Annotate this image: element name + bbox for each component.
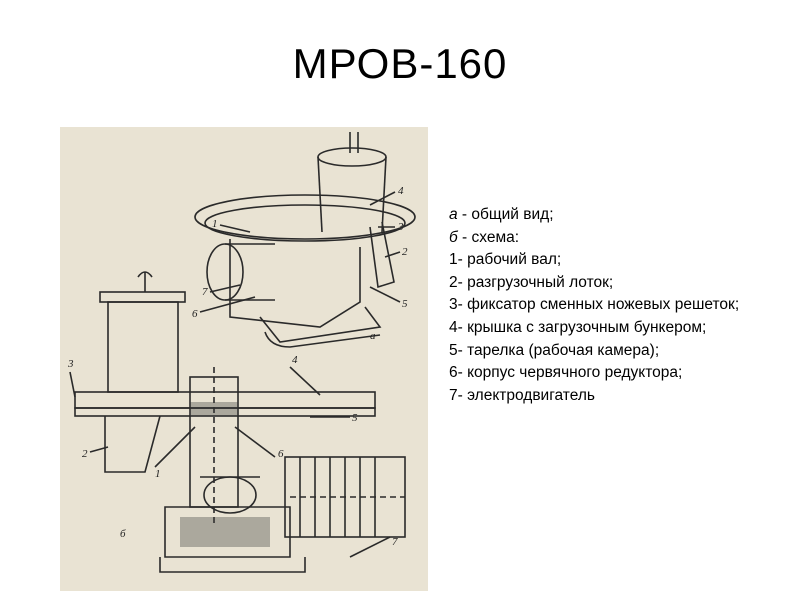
label-top-2: 2 [402, 246, 408, 258]
legend-prefix: а [449, 206, 458, 223]
label-bottom-5: 5 [352, 412, 358, 424]
label-top-4: 4 [398, 185, 404, 197]
label-bottom-2: 2 [82, 448, 88, 460]
legend-text: 5- тарелка (рабочая камера); [449, 341, 660, 359]
label-top-6: 6 [192, 308, 198, 320]
label-top-7: 7 [202, 286, 208, 298]
legend-item [449, 249, 771, 272]
machine-drawing-svg [60, 127, 428, 591]
legend-prefix: б [449, 228, 458, 246]
legend-text: 1- рабочий вал; [449, 251, 562, 269]
label-bottom-7: 7 [392, 536, 398, 548]
legend-item [449, 340, 771, 363]
legend-item [449, 204, 771, 227]
legend-text: - общий вид; [457, 206, 554, 223]
legend-item [449, 272, 771, 295]
legend-text: 4- крышка с загрузочным бункером; [449, 318, 707, 336]
label-bottom-1: 1 [155, 468, 161, 480]
machine-drawing [60, 127, 428, 591]
page-title: МРОВ-160 [292, 40, 508, 87]
label-bottom-b: б [120, 528, 126, 540]
label-bottom-6: 6 [278, 448, 284, 460]
label-top-3: 3 [398, 221, 404, 233]
label-top-a: а [370, 330, 376, 342]
legend-text: - схема: [457, 228, 520, 246]
label-top-5: 5 [402, 298, 408, 310]
label-bottom-4: 4 [292, 354, 298, 366]
legend-text: 2- разгрузочный лоток; [449, 273, 614, 291]
legend-text: 6- корпус червячного редуктора; [449, 364, 683, 382]
legend-text: 7- электродвигатель [449, 386, 595, 404]
legend-item [449, 227, 771, 250]
legend-item [449, 317, 771, 340]
label-bottom-3: 3 [68, 358, 74, 370]
legend-item [449, 362, 771, 385]
legend-item [449, 294, 771, 317]
legend-text: 3- фиксатор сменных ножевых решеток; [449, 296, 740, 314]
legend [449, 204, 771, 407]
label-top-1: 1 [212, 218, 218, 230]
legend-item [449, 385, 771, 408]
